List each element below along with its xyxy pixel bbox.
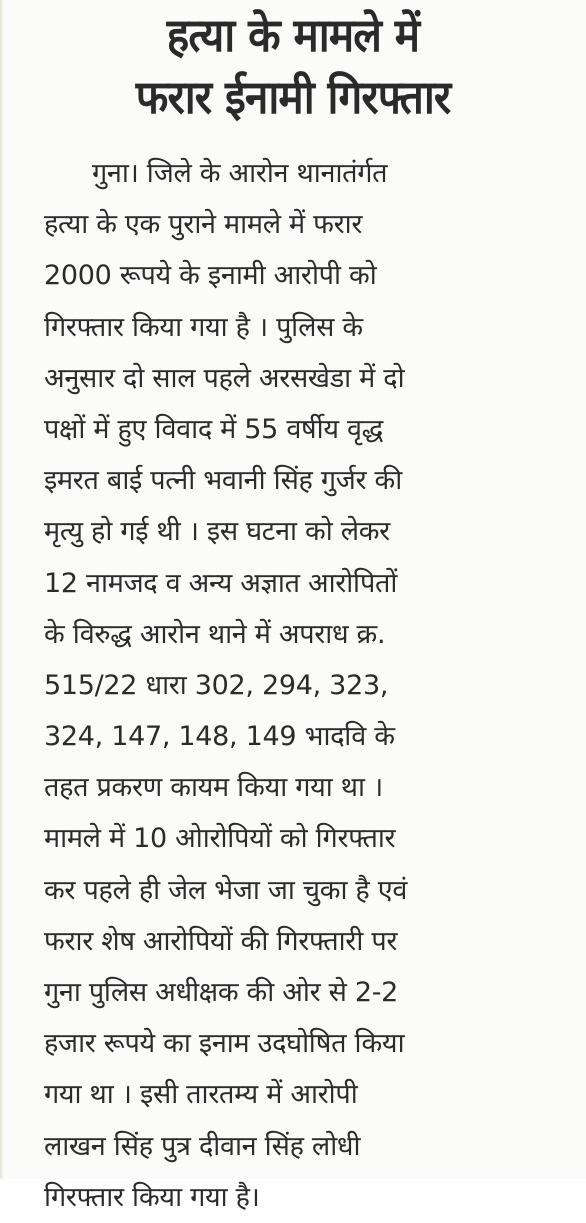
- body-line: के विरुद्ध आरोन थाने में अपराध क्र.: [44, 618, 386, 650]
- body-line: फरार शेष आरोपियों की गिरफ्तारी पर: [44, 925, 398, 957]
- body-line: 2000 रूपये के इनामी आरोपी को: [44, 260, 377, 292]
- body-line: गिरफ्तार किया गया है।: [44, 1181, 260, 1213]
- body-line: अनुसार दो साल पहले अरसखेडा में दो: [44, 362, 405, 394]
- body-line: लाखन सिंह पुत्र दीवान सिंह लोधी: [44, 1130, 361, 1162]
- article-body: [44, 148, 544, 1223]
- body-line: 12 नामजद व अन्य अज्ञात आरोपितों: [44, 567, 398, 599]
- body-line: कर पहले ही जेल भेजा जा चुका है एवं: [44, 874, 408, 906]
- body-line: 324, 147, 148, 149 भादवि के: [44, 721, 395, 753]
- headline-line-2: फरार ईनामी गिरफ्तार: [135, 70, 451, 124]
- body-line: गिरफ्तार किया गया है । पुलिस के: [44, 311, 363, 343]
- body-line: हत्या के एक पुराने मामले में फरार: [44, 209, 363, 241]
- body-line: गुना पुलिस अधीक्षक की ओर से 2-2: [44, 977, 399, 1008]
- paper-edge: [0, 0, 4, 1179]
- body-line: गुना। जिले के आरोन थानातंर्गत: [92, 158, 388, 189]
- headline: [0, 4, 586, 128]
- body-line: मृत्यु हो गई थी । इस घटना को लेकर: [44, 516, 390, 548]
- body-line: 515/22 धारा 302, 294, 323,: [44, 669, 389, 701]
- body-line: इमरत बाई पत्नी भवानी सिंह गुर्जर की: [44, 465, 402, 497]
- body-line: गया था । इसी तारतम्य में आरोपी: [44, 1079, 358, 1111]
- body-line: पक्षों में हुए विवाद में 55 वर्षीय वृद्ध: [44, 413, 383, 445]
- body-line: हजार रूपये का इनाम उदघोषित किया: [44, 1028, 405, 1060]
- body-line: तहत प्रकरण कायम किया गया था ।: [44, 772, 383, 804]
- headline-line-1: हत्या के मामले में: [166, 8, 420, 62]
- body-line: मामले में 10 ओारोपियों को गिरफ्तार: [44, 823, 396, 855]
